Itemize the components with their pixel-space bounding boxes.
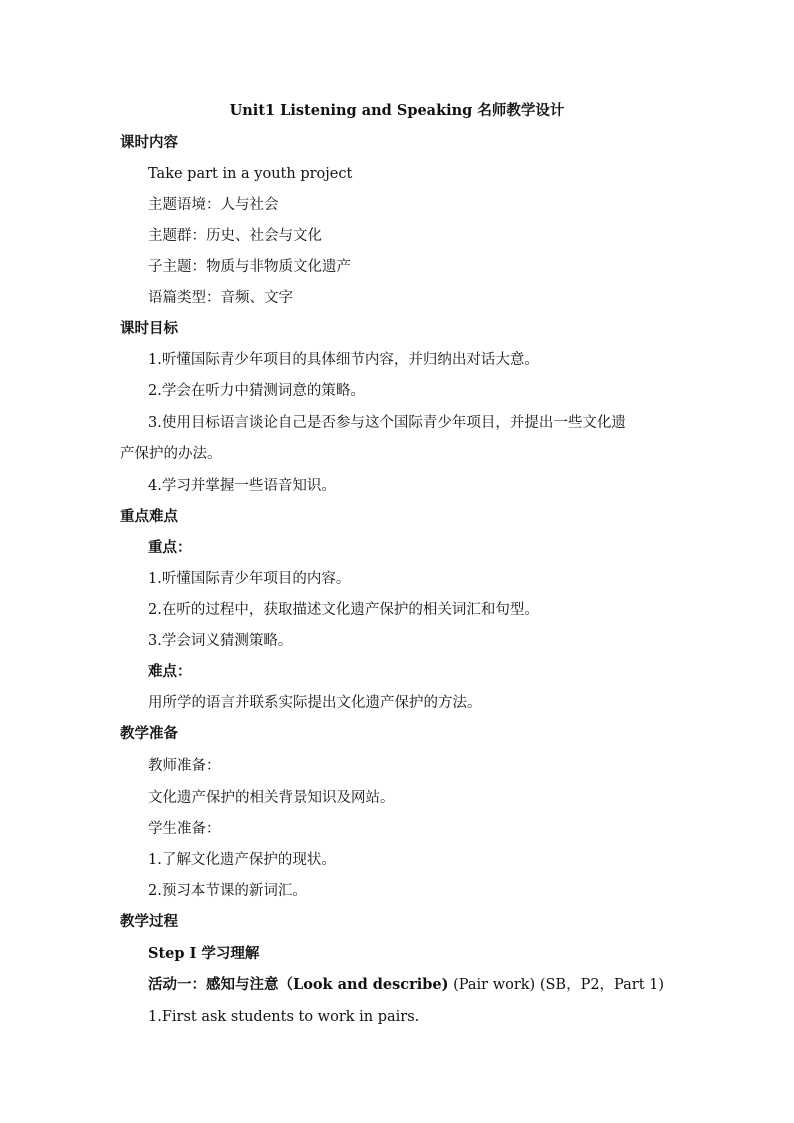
content-line: Take part in a youth project xyxy=(148,166,353,182)
student-prep-label: 学生准备： xyxy=(148,821,221,837)
section-heading-goals: 课时目标 xyxy=(120,320,178,337)
goal-line: 3.使用目标语言谈论自己是否参与这个国际青少年项目，并提出一些文化遗 xyxy=(148,415,626,431)
page-title: Unit1 Listening and Speaking 名师教学设计 xyxy=(229,102,565,119)
goal-line: 4.学习并掌握一些语音知识。 xyxy=(148,478,336,494)
content-line: 主题语境：人与社会 xyxy=(148,197,279,213)
goal-line: 2.学会在听力中猜测词意的策略。 xyxy=(148,383,365,399)
section-heading-prep: 教学准备 xyxy=(120,725,178,742)
key-label: 重点： xyxy=(148,539,192,556)
difficult-label: 难点： xyxy=(148,663,192,680)
key-line: 1.听懂国际青少年项目的内容。 xyxy=(148,571,351,587)
student-prep-line: 1.了解文化遗产保护的现状。 xyxy=(148,852,336,868)
teacher-prep-line: 文化遗产保护的相关背景知识及网站。 xyxy=(148,790,395,806)
goal-line-wrap: 产保护的办法。 xyxy=(120,446,222,462)
content-line: 主题群：历史、社会与文化 xyxy=(148,228,322,244)
activity-line xyxy=(148,975,664,995)
student-prep-line: 2.预习本节课的新词汇。 xyxy=(148,883,307,899)
difficult-line: 用所学的语言并联系实际提出文化遗产保护的方法。 xyxy=(148,695,482,711)
activity-details: (Pair work) (SB，P2，Part 1) xyxy=(448,977,665,993)
section-heading-process: 教学过程 xyxy=(120,913,178,930)
teacher-prep-label: 教师准备： xyxy=(148,758,221,774)
key-line: 3.学会词义猜测策略。 xyxy=(148,633,293,649)
section-heading-key-points: 重点难点 xyxy=(120,508,178,525)
activity-title: 活动一：感知与注意（Look and describe) xyxy=(148,976,449,993)
content-line: 子主题：物质与非物质文化遗产 xyxy=(148,259,351,275)
key-line: 2.在听的过程中，获取描述文化遗产保护的相关词汇和句型。 xyxy=(148,602,539,618)
process-line: 1.First ask students to work in pairs. xyxy=(148,1009,420,1025)
content-line: 语篇类型：音频、文字 xyxy=(148,290,293,306)
section-heading-content: 课时内容 xyxy=(120,134,178,151)
goal-line: 1.听懂国际青少年项目的具体细节内容，并归纳出对话大意。 xyxy=(148,352,539,368)
step-heading: Step I 学习理解 xyxy=(148,945,260,962)
